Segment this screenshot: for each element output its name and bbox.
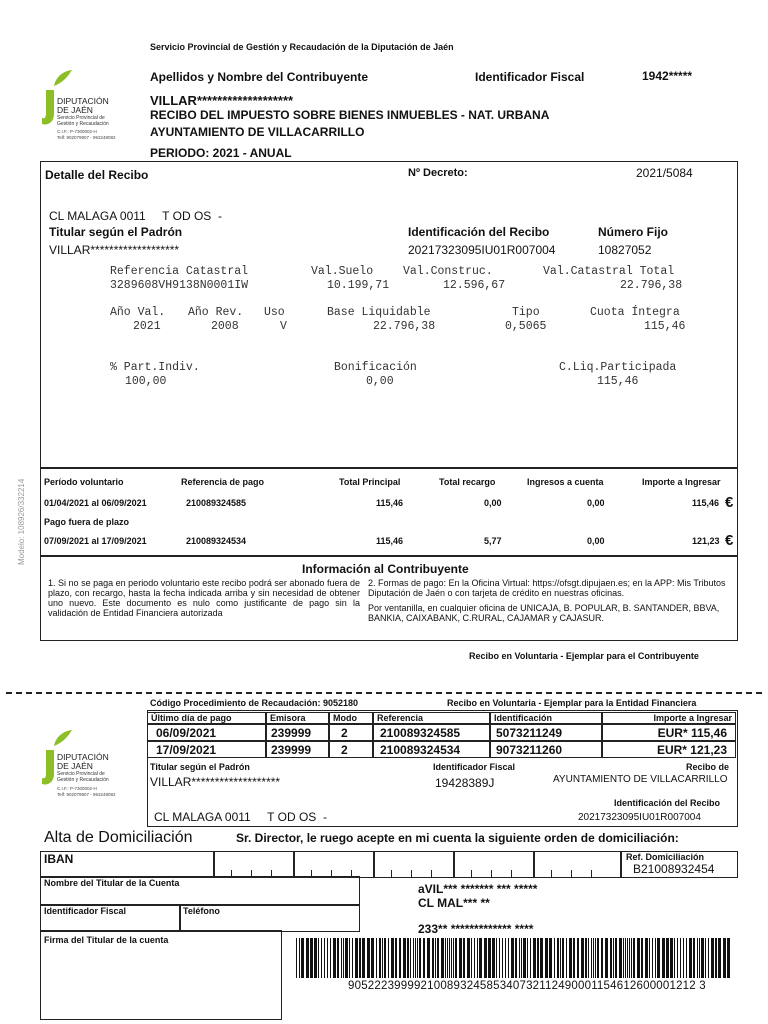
ref-cat-value: 3289608VH9138N0001IW <box>110 279 249 292</box>
logo-line3: Servicio Provincial de <box>57 115 105 121</box>
pay-header-surcharge: Total recargo <box>439 477 496 487</box>
info-note2a: 2. Formas de pago: En la Oficina Virtual: https://ofsgt.dipujaen.es; en la APP: Mis Tributos Diputación de Jaén o con tarjeta de crédito en nuestras oficinas. <box>368 578 726 598</box>
barcode-bar <box>435 938 436 978</box>
bank-fiscal-label: Identificador Fiscal <box>433 762 516 772</box>
cliq-label: C.Liq.Participada <box>559 361 677 374</box>
barcode-bar <box>693 938 695 978</box>
year-val-value: 2021 <box>133 320 161 333</box>
barcode-bar <box>562 938 564 978</box>
bank-h-amount: Importe a Ingresar <box>602 712 736 724</box>
decree-label: Nº Decreto: <box>408 167 468 179</box>
barcode-bar <box>384 938 386 978</box>
iban-digit-ticks <box>213 851 621 878</box>
barcode-bar <box>629 938 630 978</box>
bank-r1-ref: 210089324585 <box>373 724 490 741</box>
barcode-bar <box>613 938 614 978</box>
fixed-number-label: Número Fijo <box>598 225 669 239</box>
bank-h-date: Último día de pago <box>147 712 266 724</box>
property-address: CL MALAGA 0011 T OD OS - <box>49 209 222 223</box>
pay-header-ref: Referencia de pago <box>181 477 265 487</box>
period: PERIODO: 2021 - ANUAL <box>150 146 292 160</box>
logo-line1: DIPUTACIÓN <box>57 752 109 762</box>
barcode-bar <box>474 938 475 978</box>
barcode-bar <box>423 938 425 978</box>
barcode-bar <box>655 938 656 978</box>
receipt-from-value: AYUNTAMIENTO DE VILLACARRILLO <box>553 774 728 785</box>
barcode-bar <box>537 938 539 978</box>
barcode-bar <box>415 938 416 978</box>
fixed-number-value: 10827052 <box>598 243 652 257</box>
barcode-bar <box>471 938 472 978</box>
side-model: Modelo: 108926/332214 <box>17 478 26 565</box>
payments-divider <box>40 467 738 469</box>
barcode-bar <box>627 938 628 978</box>
barcode-bar <box>321 938 322 978</box>
barcode-bar <box>625 938 626 978</box>
addr-line1: aVIL*** ******* *** ***** <box>418 882 538 896</box>
barcode-bar <box>453 938 454 978</box>
bank-r1-ident: 5073211249 <box>490 724 602 741</box>
barcode-bar <box>410 938 411 978</box>
bank-h-issuer: Emisora <box>266 712 329 724</box>
barcode-bar <box>573 938 575 978</box>
barcode-bar <box>391 938 394 978</box>
barcode-bar <box>362 938 365 978</box>
bank-r1-date: 06/09/2021 <box>147 724 266 741</box>
pay-header-paid: Ingresos a cuenta <box>527 477 604 487</box>
pay-header-amount: Importe a Ingresar <box>642 477 721 487</box>
barcode-bar <box>530 938 531 978</box>
bank-r2-ident: 9073211260 <box>490 741 602 758</box>
use-value: V <box>280 320 287 333</box>
barcode-bar <box>388 938 389 978</box>
barcode-bar <box>413 938 414 978</box>
barcode-bar <box>566 938 567 978</box>
barcode-bar <box>299 938 300 978</box>
copy-taxpayer: Recibo en Voluntaria - Ejemplar para el Contribuyente <box>469 651 699 661</box>
barcode-bar <box>705 938 706 978</box>
barcode-bar <box>686 938 687 978</box>
barcode-bar <box>382 938 383 978</box>
barcode-bar <box>511 938 514 978</box>
barcode-bar <box>427 938 430 978</box>
barcode-bar <box>399 938 401 978</box>
barcode-bar <box>330 938 331 978</box>
barcode-bar <box>554 938 555 978</box>
barcode-bar <box>437 938 439 978</box>
barcode-bar <box>477 938 478 978</box>
val-cat-value: 22.796,38 <box>620 279 683 292</box>
barcode-bar <box>345 938 348 978</box>
barcode-bar <box>488 938 491 978</box>
debit-title: Alta de Domiciliación <box>44 829 193 846</box>
barcode-bar <box>527 938 528 978</box>
barcode-bar <box>343 938 344 978</box>
fiscal-id-label: Identificador Fiscal <box>475 70 585 84</box>
barcode-bar <box>560 938 561 978</box>
barcode-bar <box>545 938 548 978</box>
cut-line <box>6 692 762 694</box>
barcode-bar <box>597 938 599 978</box>
barcode-bar <box>505 938 506 978</box>
info-title: Información al Contribuyente <box>302 562 469 576</box>
bank-receipt-id-value: 20217323095IU01R007004 <box>578 812 701 823</box>
barcode-bar <box>701 938 704 978</box>
barcode-bar <box>641 938 643 978</box>
pay-row2-paid: 0,00 <box>587 536 605 546</box>
barcode-bar <box>677 938 678 978</box>
barcode-bar <box>484 938 487 978</box>
barcode-bar <box>657 938 660 978</box>
barcode-bar <box>333 938 336 978</box>
barcode-bar <box>557 938 559 978</box>
municipality: AYUNTAMIENTO DE VILLACARRILLO <box>150 125 365 139</box>
logo-line4: Gestión y Recaudación <box>57 777 109 783</box>
bank-h-ref: Referencia <box>373 712 490 724</box>
barcode-bar <box>496 938 497 978</box>
barcode-bar <box>349 938 350 978</box>
barcode-bar <box>631 938 632 978</box>
barcode-bar <box>633 938 635 978</box>
barcode-bar <box>301 938 304 978</box>
barcode-bar <box>521 938 522 978</box>
barcode-bar <box>645 938 648 978</box>
barcode-bar <box>652 938 653 978</box>
logo-cif: C.I.F.: P-7300002-H <box>57 786 97 791</box>
barcode <box>292 938 736 978</box>
bank-fiscal-value: 19428389J <box>435 776 495 790</box>
barcode-bar <box>723 938 726 978</box>
val-constr-label: Val.Construc. <box>403 265 493 278</box>
barcode-bar <box>499 938 500 978</box>
barcode-bar <box>403 938 406 978</box>
barcode-bar <box>540 938 543 978</box>
logo-tel: Telf: 902079907 - 953248082 <box>57 792 116 797</box>
decree-value: 2021/5084 <box>636 166 693 180</box>
barcode-bar <box>533 938 536 978</box>
pay-row2-ref: 210089324534 <box>186 536 247 546</box>
receipt-id-label: Identificación del Recibo <box>408 225 550 239</box>
barcode-bar <box>379 938 381 978</box>
part-value: 100,00 <box>125 375 167 388</box>
barcode-bar <box>581 938 584 978</box>
barcode-bar <box>417 938 418 978</box>
barcode-bar <box>296 938 297 978</box>
bank-r2-date: 17/09/2021 <box>147 741 266 758</box>
barcode-number: 90522239999210089324585340732112490001154612600001212 3 <box>348 980 706 992</box>
bonif-label: Bonificación <box>334 361 417 374</box>
barcode-bar <box>683 938 684 978</box>
bonif-value: 0,00 <box>366 375 394 388</box>
bank-r2-mode: 2 <box>329 741 373 758</box>
year-val-label: Año Val. <box>110 306 166 319</box>
barcode-bar <box>569 938 572 978</box>
barcode-bar <box>324 938 325 978</box>
bank-holder-value: VILLAR******************* <box>150 775 281 789</box>
tipo-value: 0,5065 <box>505 320 547 333</box>
barcode-bar <box>523 938 526 978</box>
holder-label: Titular según el Padrón <box>49 225 183 239</box>
cliq-value: 115,46 <box>597 375 639 388</box>
barcode-bar <box>601 938 603 978</box>
barcode-bar <box>588 938 589 978</box>
barcode-bar <box>605 938 608 978</box>
ref-domiciliacion-value: B21008932454 <box>633 862 715 876</box>
logo-cif: C.I.F.: P-7300002-H <box>57 129 97 134</box>
val-constr-value: 12.596,67 <box>443 279 506 292</box>
bank-h-ident: Identificación <box>490 712 602 724</box>
euro-icon: € <box>725 494 734 511</box>
barcode-bar <box>623 938 624 978</box>
barcode-bar <box>708 938 709 978</box>
ref-domiciliacion-label: Ref. Domiciliación <box>626 852 705 862</box>
barcode-bar <box>306 938 309 978</box>
info-note1: 1. Si no se paga en periodo voluntario este recibo podrá ser abonado fuera de plazo, con recargo, hasta la fecha indicada arriba y sin necesidad de obtener uno nuevo. Este documento es nulo como justificante de pago sin la validación de Entidad Financiera autorizada <box>48 578 360 618</box>
barcode-bar <box>595 938 596 978</box>
pay-row1-paid: 0,00 <box>587 498 605 508</box>
barcode-bar <box>395 938 397 978</box>
barcode-bar <box>310 938 313 978</box>
part-label: % Part.Indiv. <box>110 361 200 374</box>
barcode-bar <box>314 938 317 978</box>
barcode-bar <box>455 938 457 978</box>
barcode-bar <box>577 938 579 978</box>
barcode-bar <box>419 938 421 978</box>
barcode-bar <box>407 938 409 978</box>
taxpayer-name: VILLAR******************* <box>150 93 294 108</box>
barcode-bar <box>449 938 450 978</box>
barcode-bar <box>670 938 673 978</box>
barcode-bar <box>508 938 509 978</box>
barcode-bar <box>515 938 517 978</box>
barcode-bar <box>467 938 470 978</box>
barcode-bar <box>502 938 503 978</box>
barcode-bar <box>376 938 377 978</box>
euro-icon: € <box>725 532 734 549</box>
pay-row2-amount: 121,23 <box>692 536 720 546</box>
proc-code: Código Procedimiento de Recaudación: 9052180 <box>150 698 359 708</box>
signature-label: Firma del Titular de la cuenta <box>44 935 169 945</box>
pay-row2-surcharge: 5,77 <box>484 536 502 546</box>
bank-r2-issuer: 239999 <box>266 741 329 758</box>
receipt-from-label: Recibo de <box>686 762 730 772</box>
val-suelo-label: Val.Suelo <box>311 265 374 278</box>
barcode-bar <box>649 938 650 978</box>
barcode-bar <box>359 938 361 978</box>
logo-line1: DIPUTACIÓN <box>57 96 109 106</box>
barcode-bar <box>367 938 370 978</box>
barcode-bar <box>718 938 721 978</box>
diputacion-logo <box>40 68 140 148</box>
pay-row1-surcharge: 0,00 <box>484 498 502 508</box>
info-divider <box>40 555 738 557</box>
receipt-type: RECIBO DEL IMPUESTO SOBRE BIENES INMUEBLES - NAT. URBANA <box>150 108 550 122</box>
barcode-bar <box>662 938 665 978</box>
barcode-bar <box>593 938 594 978</box>
holder-value: VILLAR******************* <box>49 243 180 257</box>
barcode-bar <box>441 938 444 978</box>
barcode-bar <box>459 938 462 978</box>
barcode-bar <box>479 938 482 978</box>
bank-address: CL MALAGA 0011 T OD OS - <box>154 810 327 824</box>
detail-title: Detalle del Recibo <box>45 168 149 182</box>
barcode-bar <box>689 938 692 978</box>
cuota-label: Cuota Íntegra <box>590 306 680 319</box>
barcode-bar <box>519 938 520 978</box>
barcode-bar <box>697 938 698 978</box>
diputacion-logo <box>40 728 140 803</box>
barcode-bar <box>451 938 452 978</box>
pay-row1-ref: 210089324585 <box>186 498 247 508</box>
barcode-bar <box>341 938 342 978</box>
logo-line2: DE JAÉN <box>57 761 93 771</box>
cuota-value: 115,46 <box>644 320 686 333</box>
barcode-bar <box>432 938 434 978</box>
barcode-bar <box>610 938 612 978</box>
tipo-label: Tipo <box>512 306 540 319</box>
fiscal-id-value: 1942***** <box>642 69 693 83</box>
info-note2b: Por ventanilla, en cualquier oficina de UNICAJA, B. POPULAR, B. SANTANDER, BBVA, BANKIA, CAIXABANK, C.RURAL, CAJAMAR y CAJASUR. <box>368 603 720 623</box>
pay-header-principal: Total Principal <box>339 477 401 487</box>
barcode-bar <box>591 938 592 978</box>
pay-row2-principal: 115,46 <box>376 536 404 546</box>
phone-label: Teléfono <box>183 906 220 916</box>
service-name: Servicio Provincial de Gestión y Recaudación de la Diputación de Jaén <box>150 42 454 52</box>
val-cat-label: Val.Catastral Total <box>543 265 675 278</box>
bank-holder-label: Titular según el Padrón <box>150 762 250 772</box>
barcode-bar <box>352 938 353 978</box>
ref-cat-label: Referencia Catastral <box>110 265 249 278</box>
barcode-bar <box>447 938 448 978</box>
barcode-bar <box>549 938 552 978</box>
debit-fiscal-label: Identificador Fiscal <box>44 906 127 916</box>
barcode-bar <box>371 938 374 978</box>
debit-request: Sr. Director, le ruego acepte en mi cuenta la siguiente orden de domiciliación: <box>236 831 679 845</box>
val-suelo-value: 10.199,71 <box>327 279 390 292</box>
barcode-bar <box>355 938 358 978</box>
barcode-bar <box>711 938 714 978</box>
pay-row1-period: 01/04/2021 al 06/09/2021 <box>44 498 147 508</box>
late-label: Pago fuera de plazo <box>44 517 130 527</box>
barcode-bar <box>666 938 669 978</box>
use-label: Uso <box>264 306 285 319</box>
barcode-bar <box>619 938 622 978</box>
addr-line2: CL MAL*** ** <box>418 896 490 910</box>
addr-line3: 233** ************* **** <box>418 922 534 936</box>
pay-row1-principal: 115,46 <box>376 498 404 508</box>
barcode-bar <box>445 938 446 978</box>
barcode-bars <box>292 938 736 978</box>
pay-header-period: Período voluntario <box>44 477 124 487</box>
logo-line3: Servicio Provincial de <box>57 771 105 777</box>
pay-row2-period: 07/09/2021 al 17/09/2021 <box>44 536 147 546</box>
bank-r1-mode: 2 <box>329 724 373 741</box>
barcode-bar <box>327 938 328 978</box>
barcode-bar <box>318 938 319 978</box>
barcode-bar <box>727 938 730 978</box>
year-rev-label: Año Rev. <box>188 306 244 319</box>
receipt-id-value: 20217323095IU01R007004 <box>408 243 556 257</box>
taxpayer-label: Apellidos y Nombre del Contribuyente <box>150 70 369 84</box>
barcode-bar <box>337 938 339 978</box>
bank-r2-ref: 210089324534 <box>373 741 490 758</box>
base-value: 22.796,38 <box>373 320 436 333</box>
bank-r1-issuer: 239999 <box>266 724 329 741</box>
copy-bank: Recibo en Voluntaria - Ejemplar para la Entidad Financiera <box>447 698 697 708</box>
barcode-bar <box>615 938 617 978</box>
bank-r2-amount: EUR* 121,23 <box>602 741 736 758</box>
barcode-bar <box>492 938 495 978</box>
barcode-bar <box>680 938 681 978</box>
account-holder-label: Nombre del Titular de la Cuenta <box>44 878 180 888</box>
barcode-bar <box>674 938 675 978</box>
year-rev-value: 2008 <box>211 320 239 333</box>
bank-receipt-id-label: Identificación del Recibo <box>614 798 721 808</box>
bank-h-mode: Modo <box>329 712 373 724</box>
pay-row1-amount: 115,46 <box>692 498 720 508</box>
iban-label: IBAN <box>44 852 74 866</box>
barcode-bar <box>715 938 717 978</box>
logo-line2: DE JAÉN <box>57 105 93 115</box>
base-label: Base Liquidable <box>327 306 431 319</box>
logo-line4: Gestión y Recaudación <box>57 121 109 127</box>
barcode-bar <box>699 938 700 978</box>
barcode-bar <box>637 938 640 978</box>
barcode-bar <box>463 938 465 978</box>
logo-tel: Telf: 902079907 - 953248082 <box>57 135 116 140</box>
bank-r1-amount: EUR* 115,46 <box>602 724 736 741</box>
barcode-bar <box>585 938 587 978</box>
